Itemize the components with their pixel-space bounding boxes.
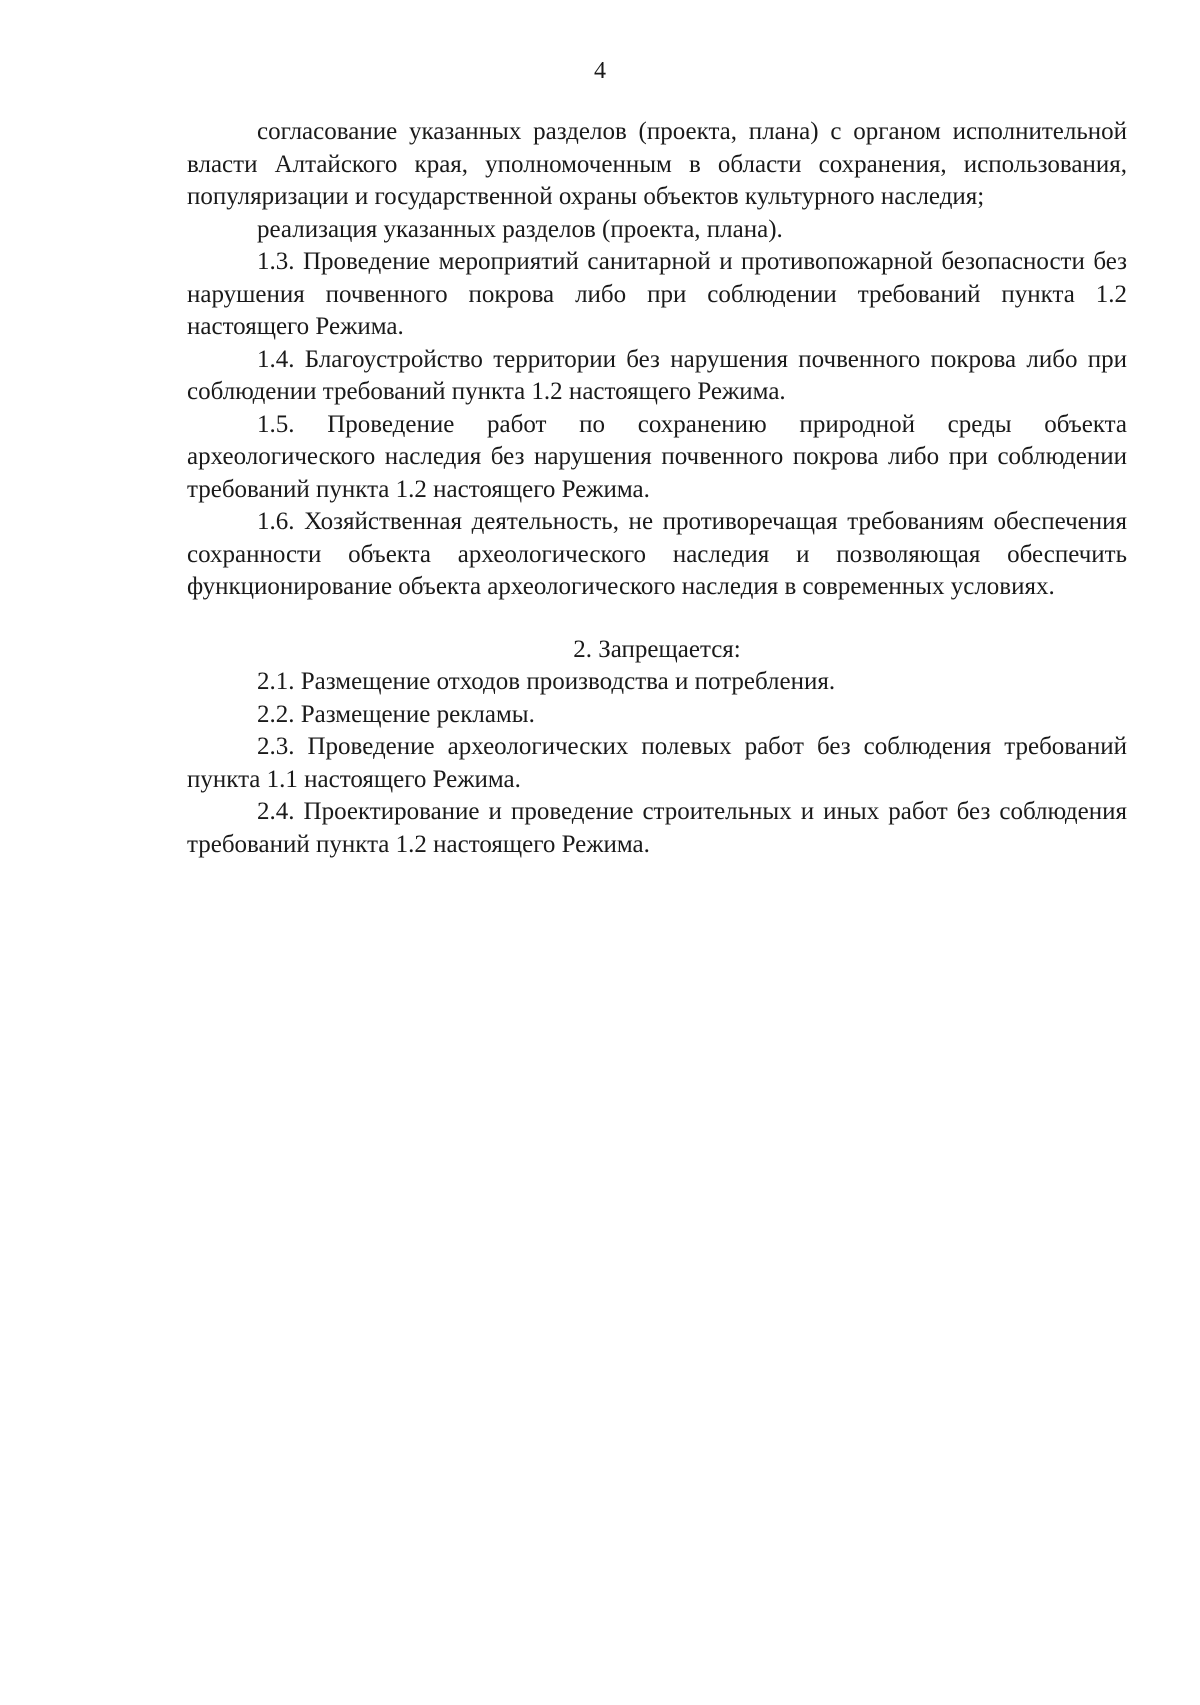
paragraph-text: Проектирование и проведение строительных и иных работ без соблюдения требований пункта 1.2 настоящего Режима. [187, 798, 1128, 858]
paragraph-number: 1.5. [257, 410, 295, 438]
paragraph-text: Размещение рекламы. [300, 700, 535, 728]
paragraph-number: 2.4. [257, 798, 295, 825]
paragraph-2-1 [187, 666, 1127, 699]
paragraph-implementation [187, 214, 1127, 247]
paragraph-text: Проведение археологических полевых работ без соблюдения требований пункта 1.1 настоящего Режима. [187, 733, 1127, 793]
paragraph-1-3 [187, 246, 1127, 344]
paragraph-number: 2.2. [257, 700, 295, 728]
paragraph-approval [187, 116, 1127, 214]
paragraph-text: реализация указанных разделов (проекта, плана). [257, 215, 783, 243]
paragraph-text: Проведение мероприятий санитарной и противопожарной безопасности без нарушения почвенного покрова либо при соблюдении требований пункта 1.2 настоящего Режима. [187, 248, 1127, 340]
paragraph-text: Размещение отходов производства и потребления. [300, 668, 836, 695]
paragraph-text: согласование указанных разделов (проекта, плана) с органом исполнительной власти Алтайского края, уполномоченным в области сохранения, использования, популяризации и государственной охраны объектов культурного наследия; [187, 118, 1127, 210]
paragraph-number: 1.6. [257, 508, 295, 535]
paragraph-1-6 [187, 506, 1127, 604]
section-2-heading: 2. Запрещается: [573, 635, 741, 663]
paragraph-number: 2.1. [257, 668, 295, 695]
paragraph-1-4 [187, 344, 1127, 409]
paragraph-number: 1.3. [257, 248, 295, 275]
paragraph-2-4 [187, 796, 1127, 861]
paragraph-1-5 [187, 409, 1127, 507]
document-body [187, 116, 1127, 861]
paragraph-2-2 [187, 699, 1127, 732]
paragraph-2-3 [187, 731, 1127, 796]
paragraph-number: 1.4. [257, 345, 295, 373]
paragraph-text: Проведение работ по сохранению природной среды объекта археологического наследия без нарушения почвенного покрова либо при соблюдении требований пункта 1.2 настоящего Режима. [187, 410, 1127, 503]
paragraph-text: Хозяйственная деятельность, не противоречащая требованиям обеспечения сохранности объекта археологического наследия и позволяющая обеспечить функционирование объекта археологического наследия в современных условиях. [187, 508, 1127, 600]
paragraph-number: 2.3. [257, 733, 295, 760]
paragraph-text: Благоустройство территории без нарушения почвенного покрова либо при соблюдении требований пункта 1.2 настоящего Режима. [187, 345, 1128, 405]
page-number: 4 [594, 58, 606, 84]
